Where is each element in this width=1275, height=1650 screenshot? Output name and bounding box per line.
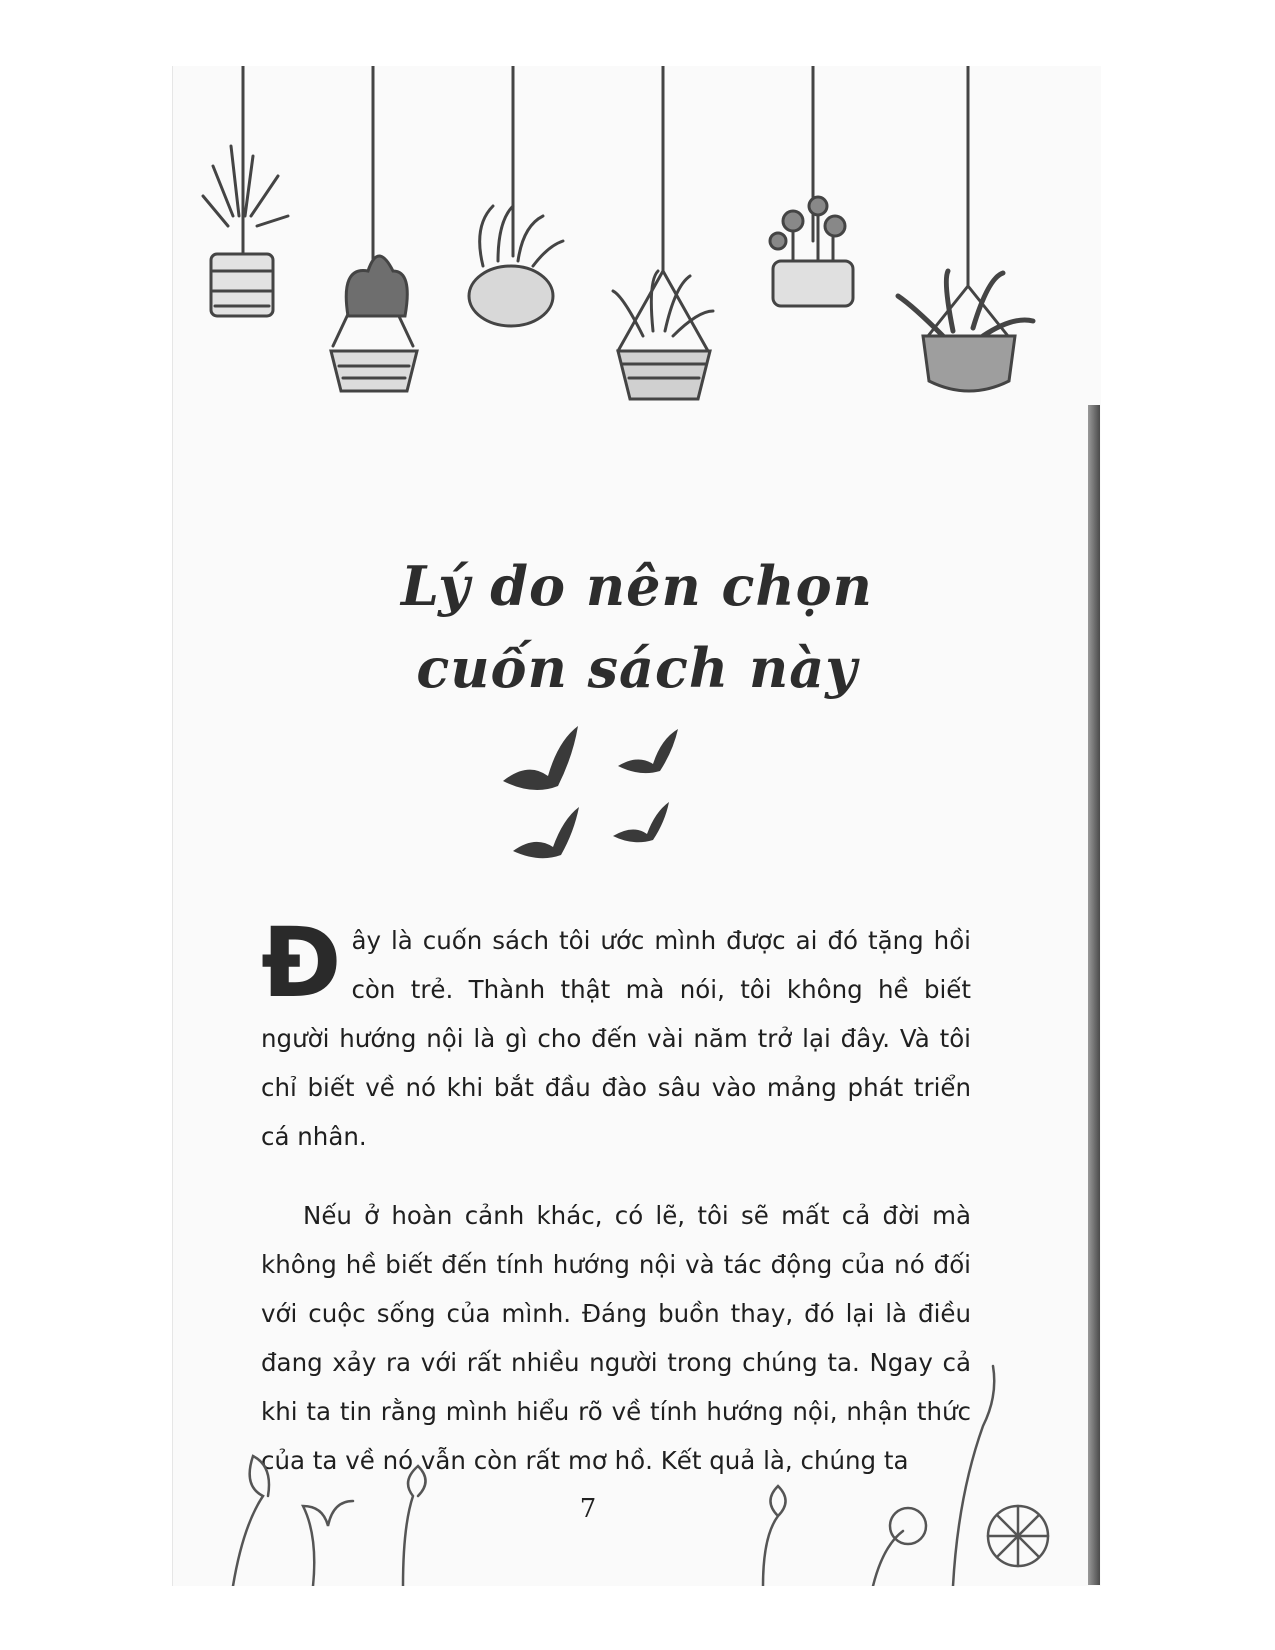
hanging-plants-illustration (173, 66, 1101, 486)
birds-illustration (493, 726, 713, 866)
drop-cap: Đ (261, 907, 342, 1019)
paragraph-1 (261, 907, 971, 1161)
flower-doodles-illustration (173, 1356, 1101, 1586)
page-edge-shadow (1088, 405, 1100, 1585)
page-number: 7 (579, 1494, 597, 1524)
chapter-title-line-2: cuốn sách này (416, 636, 858, 700)
chapter-title-line-1: Lý do nên chọn (401, 554, 873, 618)
paragraph-2: Nếu ở hoàn cảnh khác, có lẽ, tôi sẽ mất cả đời mà không hề biết đến tính hướng nội và tác động của nó đối với cuộc sống của mình. Đáng buồn thay, đó lại là điều đang xảy ra với rất nhiều người trong chúng ta. Ngay cả khi ta tin rằng mình hiểu rõ về tính hướng nội, nhận thức của ta về nó vẫn còn rất mơ hồ. Kết quả là, chúng ta (261, 1201, 971, 1475)
paragraph-1-text: ây là cuốn sách tôi ước mình được ai đó tặng hồi còn trẻ. Thành thật mà nói, tôi không hề biết người hướng nội là gì cho đến vài năm trở lại đây. Và tôi chỉ biết về nó khi bắt đầu đào sâu vào mảng phát triển cá nhân. (261, 926, 971, 1151)
book-page (172, 66, 1101, 1586)
